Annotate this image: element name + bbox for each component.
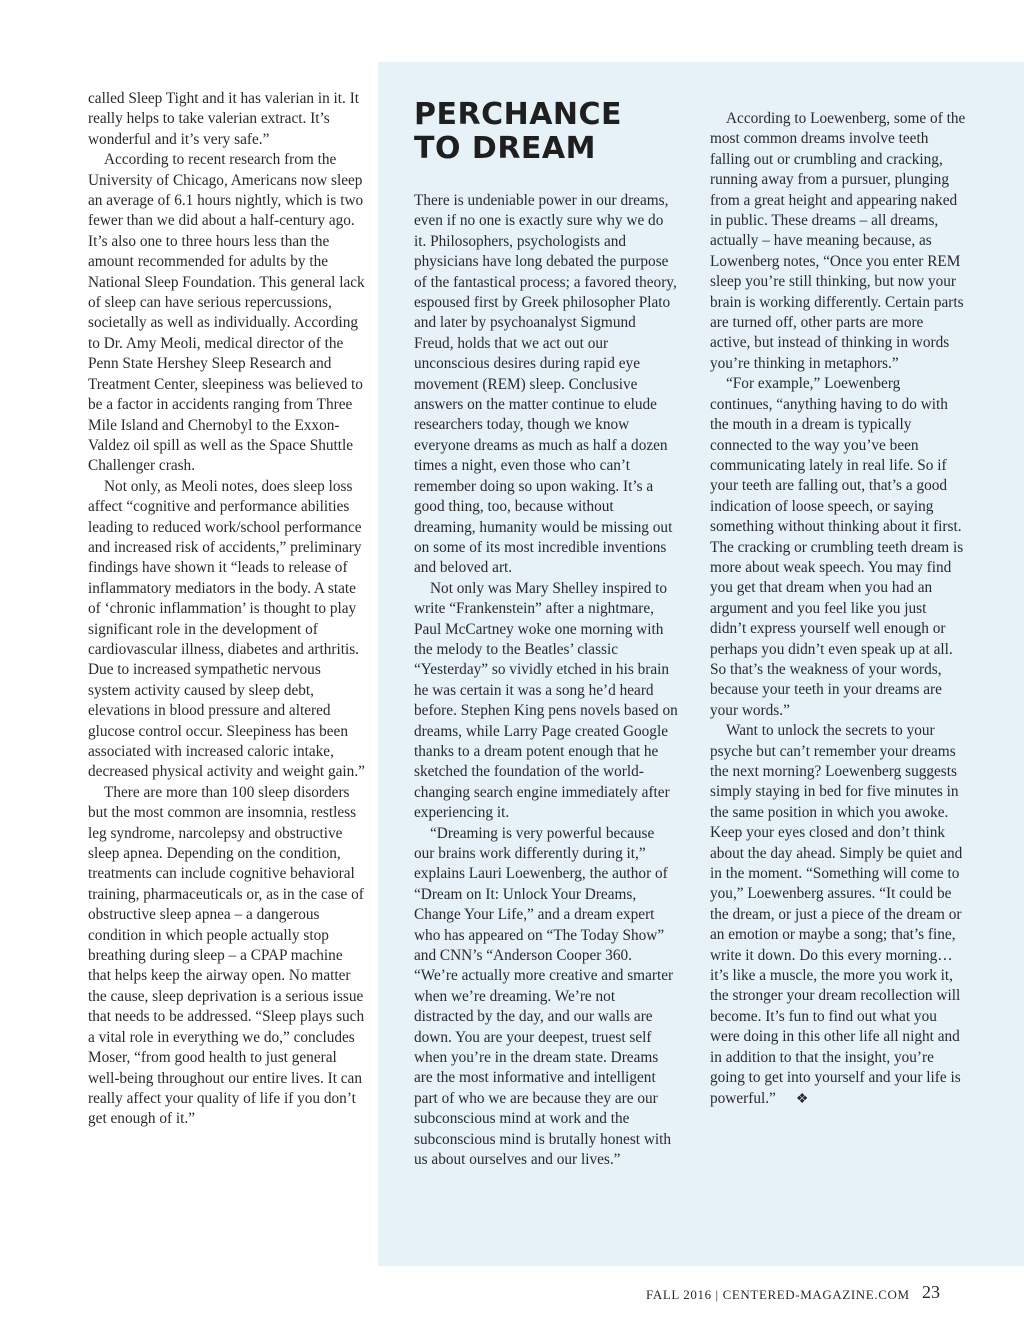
left-paragraph-2: According to recent research from the University of Chicago, Americans now sleep an average of 6.1 hours nightly, which is two fewer than we did about a half-century ago. It’s also one to three hours less than the amount recommended for adults by the National Sleep Foundation. This general lack of sleep can have serious repercussions, societally as well as individually. According to Dr. Amy Meoli, medical director of the Penn State Hershey Sleep Research and Treatment Center, sleepiness was believed to be a factor in accidents ranging from Three Mile Island and Chernobyl to the Exxon-Valdez oil spill as well as the Space Shuttle Challenger crash. [88,151,365,475]
middle-paragraph-2: Not only was Mary Shelley inspired to write “Frankenstein” after a nightmare, Paul McCartney woke one morning with the melody to the Beatles’ classic “Yesterday” so vividly etched in his brain he was certain it was a song he’d heard before. Stephen King pens novels based on dreams, while Larry Page created Google thanks to a dream potent enough that he sketched the foundation of the world-changing search engine immediately after experiencing it. [414,579,678,822]
right-paragraph-3-text: Want to unlock the secrets to your psyche but can’t remember your dreams the next morning? Loewenberg suggests simply staying in bed for five minutes in the same position in which you awoke. Keep your eyes closed and don’t think about the day ahead. Simply be quiet and in the moment. “Something will come to you,” Loewenberg assures. “It could be the dream, or just a piece of the dream or an emotion or maybe a song; that’s fine, write it down. Do this every morning…it’s like a muscle, the more you work it, the stronger your dream recollection will become. It’s fun to find out what you were doing in this other life all night and in addition to that the insight, you’re going to get into yourself and your life is powerful.” [710,722,963,1107]
left-paragraph-3: Not only, as Meoli notes, does sleep loss affect “cognitive and performance abilities leading to reduced work/school performance and increased risk of accidents,” preliminary findings have shown it “leads to release of inflammatory mediators in the body. A state of ‘chronic inflammation’ is thought to play significant role in the development of cardiovascular illness, diabetes and arthritis. Due to increased sympathetic nervous system activity caused by sleep debt, elevations in blood pressure and altered glucose control occur. Sleepiness has been associated with increased caloric intake, decreased physical activity and weight gain.” [88,477,365,781]
middle-paragraph-3: “Dreaming is very powerful because our brains work differently during it,” explains Lauri Loewenberg, the author of “Dream on It: Unlock Your Dreams, Change Your Life,” and a dream expert who has appeared on “The Today Show” and CNN’s “Anderson Cooper 360. “We’re actually more creative and smarter when we’re dreaming. We’re not distracted by the day, and our walls are down. You are your deepest, truest self when you’re in the dream state. Dreams are the most informative and intelligent part of who we are because they are our subconscious mind at work and the subconscious mind is brutally honest with us about ourselves and our lives.” [414,824,674,1169]
left-paragraph-4: There are more than 100 sleep disorders but the most common are insomnia, restless leg syndrome, narcolepsy and obstructive sleep apnea. Depending on the condition, treatments can include cognitive behavioral training, pharmaceuticals or, as in the case of obstructive sleep apnea – a dangerous condition in which people actually stop breathing during sleep – a CPAP machine that helps keep the airway open. No matter the cause, sleep deprivation is a serious issue that needs to be addressed. “Sleep plays such a vital role in everything we do,” concludes Moser, “from good health to just general well-being throughout our entire lives. It can really affect your quality of life if you don’t get enough of it.” [88,783,365,1128]
right-paragraph-1: According to Loewenberg, some of the most common dreams involve teeth falling out or crumbling and cracking, running away from a pursuer, plunging from a great height and appearing naked in public. These dreams – all dreams, actually – have meaning because, as Lowenberg notes, “Once you enter REM sleep you’re still thinking, but now your brain is working differently. Certain parts are turned off, other parts are more active, but instead of thinking in words you’re thinking in metaphors.” [710,110,966,372]
left-column [88,89,366,1130]
left-paragraph-1: called Sleep Tight and it has valerian in it. It really helps to take valerian extract. It’s wonderful and it’s very safe.” [88,90,360,148]
page-number: 23 [922,1282,940,1302]
footer-issue-text: FALL 2016 | CENTERED-MAGAZINE.COM [646,1287,910,1302]
end-mark-icon: ❖ [795,1091,809,1107]
right-paragraph-2: “For example,” Loewenberg continues, “anything having to do with the mouth in a dream is typically connected to the way you’ve been communicating lately in real life. So if your teeth are falling out, that’s a good indication of loose speech, or saying something without thinking about it first. The cracking or crumbling teeth dream is more about weak speech. You may find you get that dream when you had an argument and you feel like you just didn’t express yourself well enough or perhaps you didn’t even speak up at all. So that’s the weakness of your words, because your teeth in your dreams are your words.” [710,375,964,719]
sidebar-headline: PERCHANCE TO DREAM [414,97,623,166]
right-paragraph-3 [710,721,966,1110]
middle-paragraph-1: There is undeniable power in our dreams, even if no one is exactly sure why we do it. Philosophers, psychologists and physicians have long debated the purpose of the fantastical process; a favored theory, espoused first by Greek philosopher Plato and later by psychoanalyst Sigmund Freud, holds that we act out our unconscious desires during rapid eye movement (REM) sleep. Conclusive answers on the matter continue to elude researchers today, though we know everyone dreams as much as half a dozen times a night, even those who can’t remember doing so upon waking. It’s a good thing, too, because without dreaming, humanity would be missing out on some of its most incredible inventions and beloved art. [414,192,677,577]
page-footer [640,1282,960,1306]
right-column [710,109,966,1110]
middle-column [414,191,678,1171]
